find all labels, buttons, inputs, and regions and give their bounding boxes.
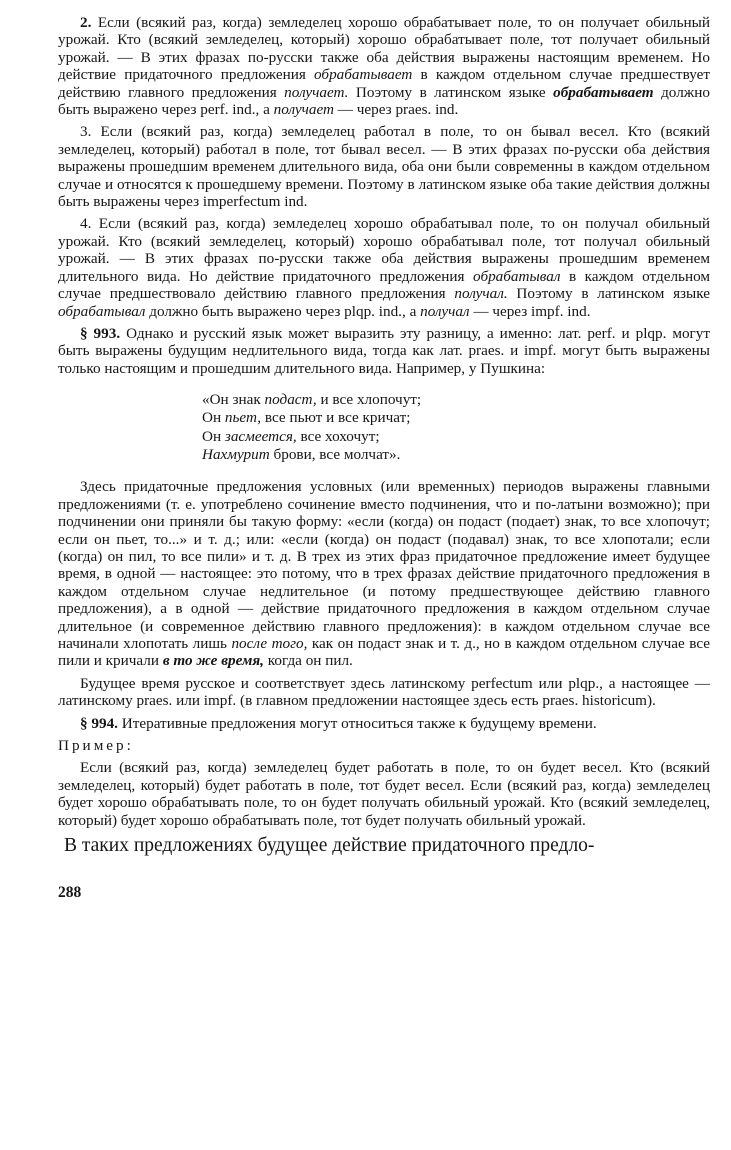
- text-run: § 994.: [80, 714, 118, 732]
- paragraph: [58, 215, 710, 319]
- text-run: брови, все молчат».: [269, 446, 401, 464]
- paragraphs-block-2: [58, 478, 710, 732]
- paragraph: [58, 325, 710, 377]
- page-number: 288: [58, 884, 82, 902]
- text-run: Он: [202, 427, 225, 445]
- verse-line: [202, 409, 710, 427]
- text-run: должно быть выражено через plqp. ind., а: [145, 302, 421, 320]
- text-run: Нахмурит: [202, 446, 270, 464]
- text-run: должно быть выражено через perf. ind., а: [58, 83, 710, 119]
- text-run: Здесь придаточные предложения условных (или временных) периодов выражены главными предложениями (т. е. употреблено сочинение вместо подчинения, что и по-латыни возможно); при подчинении они приняли бы такую форму: «если (когда) он подаст (подает) знак, то все хлопочут; если он пьет, то...» и т. д.; или: «если (когда) он подаст (подавал) знак, то все хлопотали; если (когда) он пил, то все пили» и т. д. В трех из этих фраз придаточное предложение имеет будущее время, в одной — настоящее: это потому, что в трех фразах действие придаточного предложения в каждом отдельном случае недлительное (и потому предшествующее действию главного предложения), а в одной — действие придаточного предложения в каждом отдельном случае длительное (и современное действию главного предложения): в каждом отдельном случае все начинали хлопотать лишь: [58, 478, 710, 652]
- text-run: получал.: [454, 285, 508, 303]
- paragraph: [58, 123, 710, 210]
- paragraphs-block-1: [58, 14, 710, 377]
- text-run: Поэтому в латинском языке: [348, 83, 554, 101]
- text-run: Итеративные предложения могут относиться также к будущему времени.: [117, 714, 597, 732]
- text-run: в каждом отдельном случае предшествует действию главного предложения: [58, 66, 710, 101]
- text-run: получает.: [284, 83, 349, 101]
- verse-line: [202, 391, 710, 409]
- text-run: после того,: [231, 634, 308, 652]
- text-run: — через impf. ind.: [469, 302, 591, 320]
- paragraph: [58, 478, 710, 669]
- text-run: получал: [420, 302, 470, 320]
- text-run: Если (всякий раз, когда) земледелец хорошо обрабатывает поле, то он получает обильный урожай. Кто (всякий земледелец, который) хорошо обрабатывает поле, тот получает обильный урожай. — В этих фразах по-русски также оба действия выражены настоящим временем. Но действие придаточного предложения: [58, 14, 711, 84]
- example-paragraph: Если (всякий раз, когда) земледелец будет работать в поле, то он будет весел. Кто (всякий земледелец, который) будет работать в поле, тот будет весел. Если (всякий раз, когда) земледелец будет хорошо обрабатывать поле, то он будет получать обильный урожай. Кто (всякий земледелец, который) будет хорошо обрабатывать поле, тот будет получать обильный урожай.: [58, 759, 710, 829]
- text-run: когда он пил.: [263, 652, 353, 670]
- text-run: подаст,: [264, 391, 317, 409]
- text-run: обрабатывал: [473, 267, 561, 285]
- text-run: пьет,: [224, 409, 262, 427]
- verse-line: [202, 428, 710, 446]
- text-run: «Он знак: [202, 391, 265, 409]
- paragraph: [58, 14, 710, 118]
- text-run: засмеется,: [224, 427, 297, 445]
- text-run: в каждом отдельном случае предшествовало действию главного предложения: [58, 267, 711, 303]
- text-run: § 993.: [80, 324, 121, 342]
- text-run: как он подаст знак и т. д., но в каждом отдельном случае все пили и кричали: [58, 634, 710, 670]
- text-run: обрабатывает: [314, 66, 413, 84]
- verse-line: [202, 446, 710, 464]
- text-run: Он: [202, 409, 225, 427]
- text-run: в то же время,: [162, 652, 264, 670]
- text-run: Будущее время русское и соответствует здесь латинскому perfectum или plqp., а настоящее — латинскому praes. или impf. (в главном предложении настоящее здесь есть praes. historicum).: [58, 674, 710, 710]
- text-run: и все хлопочут;: [316, 391, 422, 409]
- paragraph: [58, 675, 710, 710]
- text-run: Поэтому в латинском языке: [507, 285, 711, 303]
- text-run: все хохочут;: [296, 427, 380, 445]
- paragraph: [58, 715, 710, 732]
- pushkin-verse: [202, 391, 710, 464]
- example-label: Пример:: [58, 737, 134, 754]
- text-run: получает: [273, 101, 334, 119]
- text-run: 3. Если (всякий раз, когда) земледелец работал в поле, то он бывал весел. Кто (всякий земледелец, который) работал в поле, тот бывал весел. — В этих фразах по-русски оба действия выражены прошедшим временем длительного вида, оба они были современны в каждом отдельном случае и относятся к прошедшему времени. Поэтому в латинском языке оба такие действия должны быть выражены через imperfectum ind.: [58, 123, 710, 211]
- text-run: обрабатывал: [58, 302, 146, 320]
- text-run: 4. Если (всякий раз, когда) земледелец хорошо обрабатывал поле, то он получал обильный урожай. Кто (всякий земледелец, который) хорошо обрабатывал поле, тот получал обильный урожай. — В этих фразах по-русски также оба действия выражены прошедшим временем длительного вида. Но действие придаточного предложения: [58, 215, 710, 285]
- text-run: все пьют и все кричат;: [261, 409, 411, 427]
- text-run: Однако и русский язык может выразить эту разницу, а именно: лат. perf. и plqp. могут быть выражены будущим недлительного вида, тогда как лат. praes. и impf. могут быть выражены только настоящим и прошедшим длительного вида. Например, у Пушкина:: [58, 324, 710, 377]
- book-page: [58, 14, 710, 902]
- text-run: обрабатывает: [553, 83, 654, 101]
- text-run: 2.: [80, 14, 98, 31]
- text-run: — через praes. ind.: [333, 101, 459, 119]
- continuation-line: В таких предложениях будущее действие придаточного предло-: [64, 835, 595, 857]
